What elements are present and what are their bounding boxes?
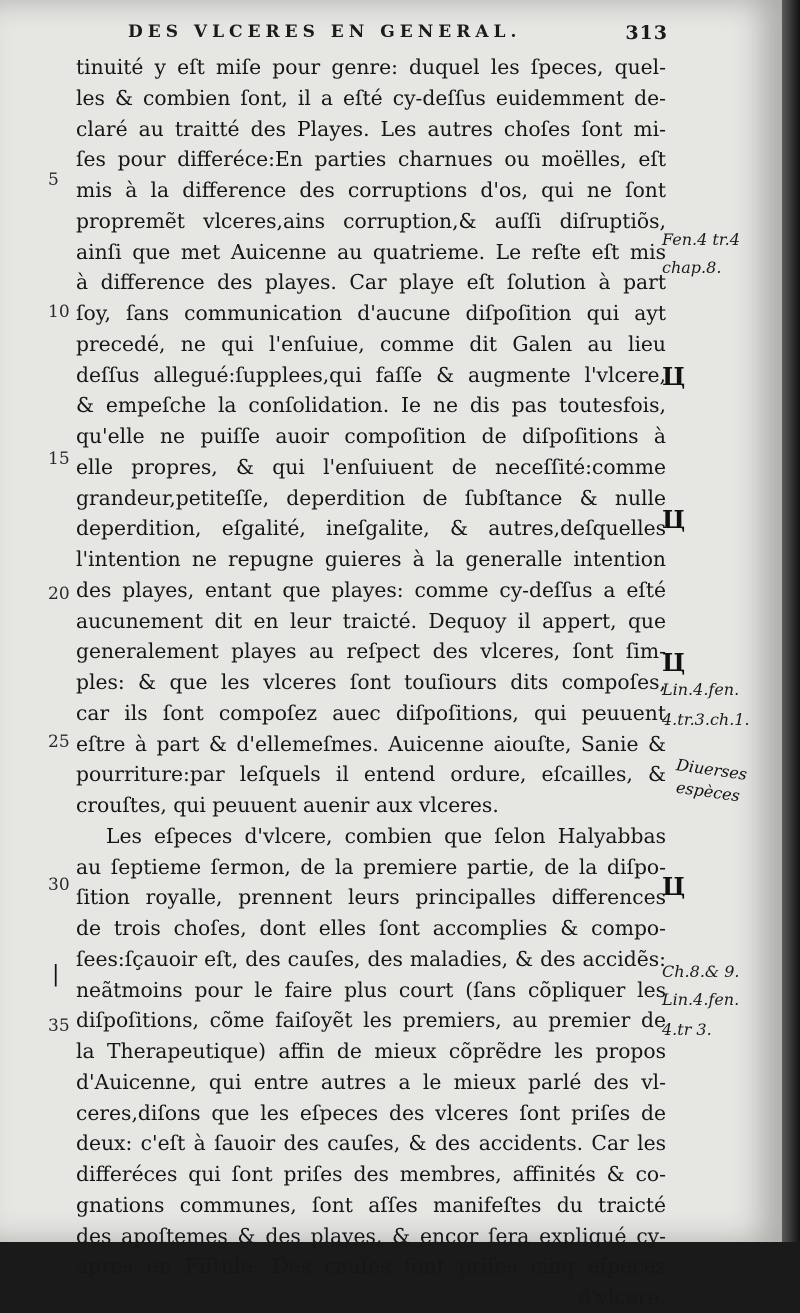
margin-note: 4.tr.3.ch.1. [662, 710, 750, 729]
text-line: eſtre à part & d'ellemeſmes. Auicenne aiouſte, Sanie & [76, 731, 666, 756]
text-line: ples: & que les vlceres ſont touſiours dits compoſes, [76, 670, 666, 694]
text-line: car ils ſont compoſez auec diſpoſitions, qui peuuent [76, 700, 666, 725]
handwritten-mark: Ц [662, 872, 686, 901]
text-line: gnations communes, ſont aſſes manifeſtes du traicté [76, 1192, 666, 1217]
text-line: grandeur,petiteſſe, deperdition de ſubſtance & nulle [76, 485, 666, 510]
page-number: 313 [625, 22, 668, 44]
handwritten-mark: | [52, 962, 60, 987]
text-line: apres en Fiſtule. Des cauſes ſont priſes cinq eſpeces [76, 1254, 666, 1279]
text-line: ceres,diſons que les eſpeces des vlceres ſont priſes de [76, 1100, 666, 1125]
text-line: deux: c'eſt à ſauoir des cauſes, & des accidents. Car les [76, 1131, 666, 1156]
text-line: au ſeptieme ſermon, de la premiere partie, de la diſpo- [76, 854, 666, 879]
running-head-title: DES VLCERES EN GENERAL. [128, 22, 522, 42]
margin-note: Lin.4.fen. [662, 990, 740, 1009]
margin-note: 4.tr 3. [662, 1020, 712, 1039]
text-line: ainſi que met Auicenne au quatrieme. Le reſte eſt mis [76, 239, 666, 264]
text-line: qu'elle ne puiſſe auoir compoſition de diſpoſitions à [76, 424, 666, 448]
text-line: des apoſtemes & des playes, & encor ſera expliqué cy- [76, 1223, 666, 1248]
text-line: d'Auicenne, qui entre autres a le mieux parlé des vl- [76, 1069, 666, 1094]
text-line: differéces qui ſont priſes des membres, affinités & co- [76, 1162, 666, 1186]
line-number: 30 [48, 875, 70, 895]
margin-note: Fen.4 tr.4 [662, 230, 740, 249]
text-line: des playes, entant que playes: comme cy-deſſus a eſté [76, 577, 666, 602]
text-line: la Therapeutique) affin de mieux cõprẽdre les propos [76, 1039, 666, 1063]
text-line: tinuité y eſt miſe pour genre: duquel les ſpeces, quel- [76, 55, 666, 79]
text-line: ſees:ſçauoir eſt, des cauſes, des maladies, & des accidẽs: [76, 946, 666, 971]
running-head [128, 22, 668, 48]
page-edge [782, 0, 800, 1242]
text-line: deſſus allegué:ſupplees,qui faſſe & augmente l'vlcere, [76, 362, 666, 387]
text-line: de trois choſes, dont elles ſont accomplies & compo- [76, 916, 666, 940]
text-line: deperdition, eſgalité, ineſgalite, & autres,deſquelles [76, 516, 666, 541]
text-line: claré au traitté des Playes. Les autres choſes ſont mi- [76, 116, 666, 141]
text-line: elle propres, & qui l'enſuiuent de neceſſité:comme [76, 454, 666, 479]
text-line: les & combien ſont, il a eſté cy-deſſus euidemment de- [76, 85, 666, 110]
margin-note: Ch.8.& 9. [662, 962, 740, 981]
margin-note: chap.8. [662, 258, 722, 277]
text-line: diſpoſitions, cõme faiſoyẽt les premiers, au premier de [76, 1008, 666, 1033]
text-line: l'intention ne repugne guieres à la generalle intention [76, 547, 666, 571]
handwritten-note: espèces [674, 777, 742, 806]
line-number: 35 [48, 1016, 70, 1036]
margin-note: Lin.4.fen. [662, 680, 740, 699]
line-number: 20 [48, 584, 70, 604]
handwritten-note: Diuerses [675, 755, 749, 784]
catchword: d'vlcere, [577, 1285, 666, 1309]
line-number: 15 [48, 449, 70, 469]
text-line: aucunement dit en leur traicté. Dequoy il appert, que [76, 608, 666, 633]
text-line: ſoy, ſans communication d'aucune diſpoſition qui ayt [76, 301, 666, 325]
text-line: & empeſche la conſolidation. Ie ne dis pas toutesfois, [76, 393, 666, 418]
line-number: 5 [48, 170, 59, 190]
text-line: pourriture:par leſquels il entend ordure, eſcailles, & [76, 762, 666, 787]
body-text [76, 52, 666, 1313]
text-line: propremẽt vlceres,ains corruption,& auſſi diſruptiõs, [76, 208, 666, 233]
text-line: neãtmoins pour le faire plus court (ſans cõpliquer les [76, 977, 666, 1002]
text-line: generalement playes au reſpect des vlceres, ſont ſim- [76, 639, 666, 664]
line-number: 25 [48, 732, 70, 752]
text-line: ſes pour differéce:En parties charnues ou moëlles, eſt [76, 147, 666, 172]
handwritten-mark: Ц [662, 505, 686, 534]
text-line: precedé, ne qui l'enſuiue, comme dit Galen au lieu [76, 331, 666, 356]
text-line: Les eſpeces d'vlcere, combien que ſelon Halyabbas [106, 823, 666, 848]
handwritten-mark: Ц [662, 362, 686, 391]
text-line: mis à la difference des corruptions d'os, qui ne ſont [76, 178, 666, 202]
handwritten-mark: Ц [662, 648, 686, 677]
line-number: 10 [48, 302, 70, 322]
text-line: à difference des playes. Car playe eſt ſolution à part [76, 270, 666, 295]
text-line: ſition royalle, prennent leurs principalles differences [76, 885, 666, 910]
text-line: crouſtes, qui peuuent auenir aux vlceres. [76, 793, 499, 817]
